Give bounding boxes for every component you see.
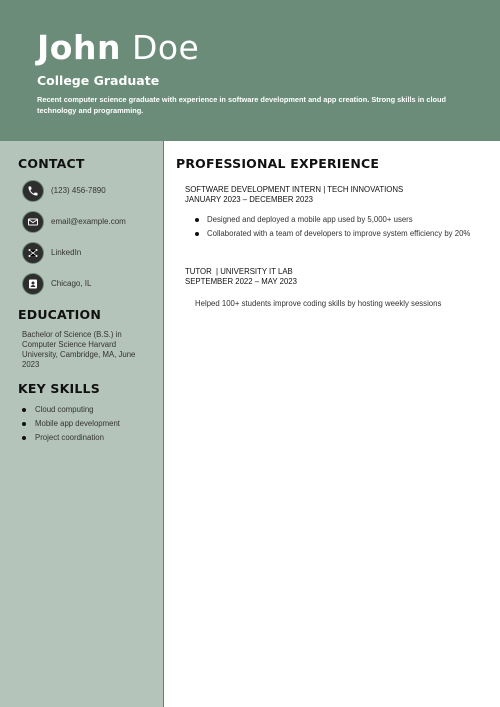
job-bullet: Collaborated with a team of developers to improve system efficiency by 20%	[195, 229, 475, 239]
job-title-line: TUTOR | UNIVERSITY IT LAB	[185, 267, 293, 276]
job-bullet: Designed and deployed a mobile app used by 5,000+ users	[195, 215, 475, 225]
last-name: Doe	[131, 28, 200, 67]
location-icon	[22, 273, 44, 295]
education-text: Bachelor of Science (B.S.) in Computer Science Harvard University, Cambridge, MA, June 2023	[22, 330, 136, 369]
job-entry-tutor	[185, 267, 297, 287]
first-name: John	[37, 28, 121, 67]
email-icon	[22, 211, 44, 233]
job-dates: JANUARY 2023 – DECEMBER 2023	[185, 195, 313, 204]
skill-item: Cloud computing	[20, 405, 120, 419]
job-dates: SEPTEMBER 2022 – MAY 2023	[185, 277, 297, 286]
education-heading: EDUCATION	[18, 307, 102, 322]
skills-heading: KEY SKILLS	[18, 381, 100, 396]
job-title: College Graduate	[37, 73, 160, 88]
phone-icon	[22, 180, 44, 202]
email-text[interactable]: email@example.com	[51, 217, 126, 226]
summary-text: Recent computer science graduate with experience in software development and app creation. Strong skills in cloud technology and programming.	[37, 95, 447, 115]
linkedin-icon	[22, 242, 44, 264]
contact-location	[22, 273, 162, 299]
skills-list	[20, 405, 120, 447]
phone-text: (123) 456-7890	[51, 186, 106, 195]
linkedin-text[interactable]: LinkedIn	[51, 248, 82, 257]
experience-heading: PROFESSIONAL EXPERIENCE	[176, 156, 380, 171]
location-text: Chicago, IL	[51, 279, 92, 288]
contact-email[interactable]	[22, 211, 162, 237]
contact-phone	[22, 180, 162, 206]
job-entry-intern	[185, 185, 403, 205]
candidate-name	[37, 28, 199, 68]
job-bullets	[195, 215, 475, 243]
resume-header	[0, 0, 500, 141]
job-description: Helped 100+ students improve coding skills by hosting weekly sessions	[195, 299, 442, 308]
skill-item: Project coordination	[20, 433, 120, 447]
skill-item: Mobile app development	[20, 419, 120, 433]
job-title-line: SOFTWARE DEVELOPMENT INTERN | TECH INNOVATIONS	[185, 185, 404, 194]
contact-heading: CONTACT	[18, 156, 85, 171]
contact-linkedin[interactable]	[22, 242, 162, 268]
